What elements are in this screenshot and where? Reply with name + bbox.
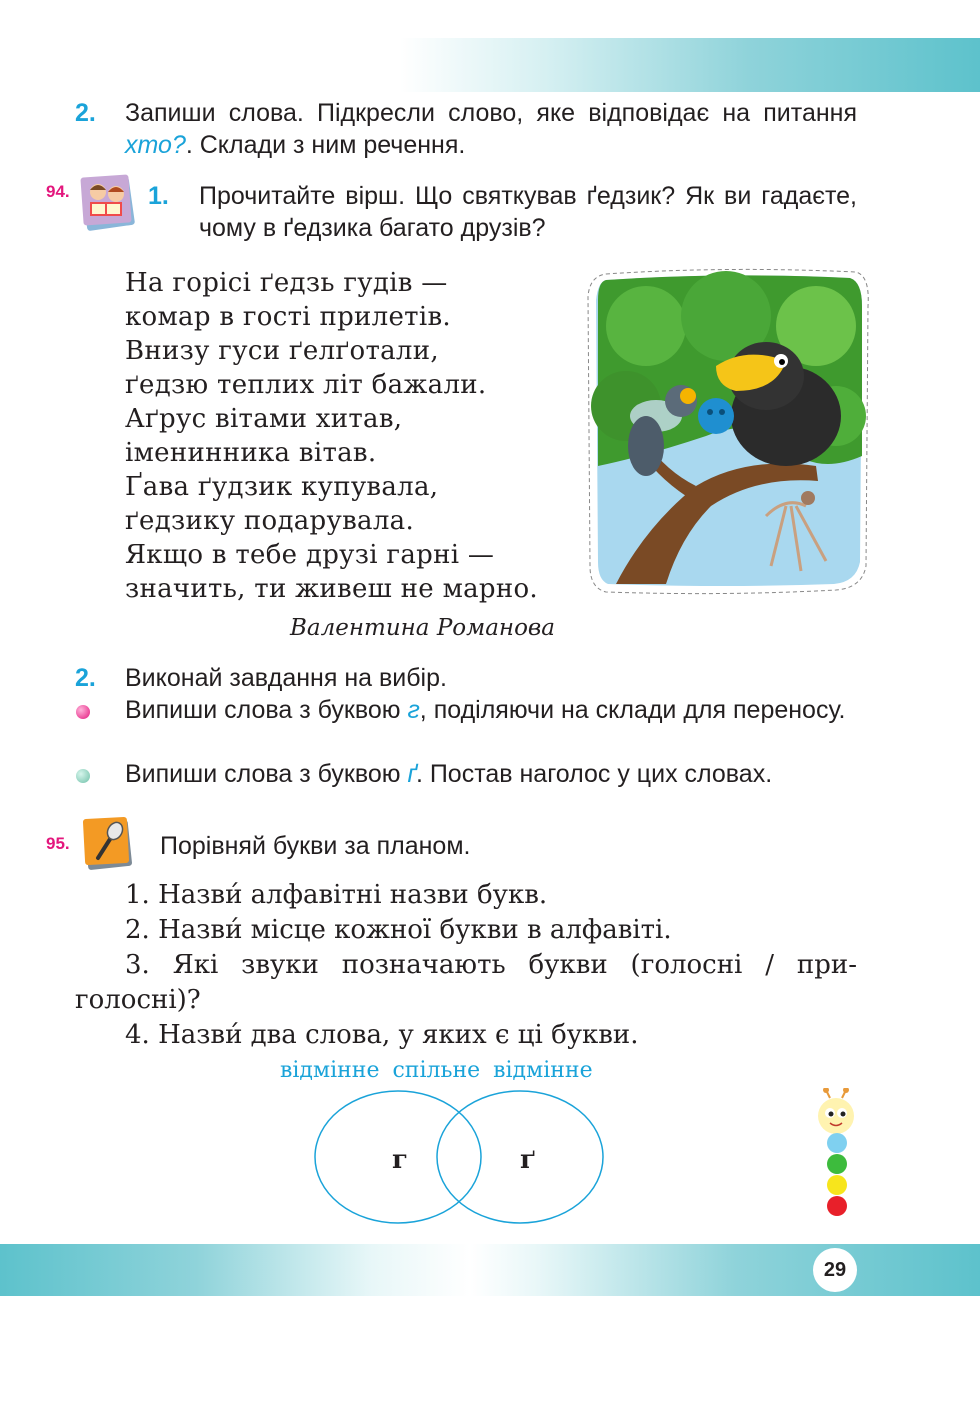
accent-word: хто? — [125, 131, 186, 159]
exercise-number-94: 94. — [46, 182, 70, 201]
top-decorative-band — [400, 38, 980, 92]
task-number: 2. — [75, 664, 96, 692]
pink-bullet — [76, 705, 90, 719]
option-2 — [125, 758, 865, 790]
poem-line: іменинника вітав. — [125, 438, 377, 468]
task-number: 2. — [75, 99, 96, 127]
venn-label-left: відмінне — [280, 1058, 380, 1083]
plan-item: 4. Назви́ два слова, у яких є ці букви. — [125, 1020, 639, 1050]
microphone-icon — [80, 814, 136, 874]
venn-letter-right: ґ — [520, 1145, 537, 1175]
poem-line: значить, ти живеш не марно. — [125, 574, 538, 604]
caterpillar-icon — [812, 1088, 862, 1222]
venn-label-right: відмінне — [493, 1058, 593, 1083]
option-1 — [125, 694, 857, 726]
task-text-part: Запиши слова. Підкресли слово, яке відповідає на питання — [125, 99, 857, 127]
task-2-top — [75, 97, 857, 161]
task-2-ex94 — [75, 662, 857, 694]
venn-diagram — [312, 1088, 608, 1228]
option-text: , поділяючи на склади для переносу. — [419, 696, 846, 724]
task-text: Виконай завдання на вибір. — [125, 664, 447, 692]
plan-item: 3. Які звуки позначають букви (голосні / при-голосні)? — [75, 950, 857, 1015]
poem-line: ґедзю теплих літ бажали. — [125, 370, 487, 400]
ex95-intro: Порівняй букви за планом. — [160, 832, 471, 860]
task-text: Прочитайте вірш. Що святкував ґедзик? Як ви гадаєте, чому в ґедзика багато друзів? — [199, 182, 857, 242]
task-text-part: . Склади з ним речення. — [185, 131, 466, 159]
option-text: . Постав наголос у цих словах. — [415, 760, 773, 788]
poem-line: Аґрус вітами хитав, — [125, 404, 403, 434]
poem-author: Валентина Романова — [290, 615, 556, 641]
task-number: 1. — [148, 182, 169, 210]
reading-kids-icon — [78, 172, 136, 232]
poem-line: На горісі ґедзь гудів — — [125, 268, 448, 298]
page-number: 29 — [813, 1248, 857, 1292]
comparison-plan — [75, 878, 857, 1053]
plan-item: 1. Назви́ алфавітні назви букв. — [125, 880, 548, 910]
accent-letter: ґ — [407, 760, 416, 788]
green-bullet — [76, 769, 90, 783]
venn-labels — [280, 1058, 593, 1083]
task-text — [125, 97, 857, 161]
poem-line: Ґава ґудзик купувала, — [125, 472, 439, 502]
venn-letter-left: г — [392, 1145, 408, 1175]
crow-mosquito-illustration — [586, 266, 874, 596]
poem-line: Внизу гуси ґелґотали, — [125, 336, 439, 366]
poem — [125, 266, 538, 606]
option-text: Випиши слова з буквою — [125, 696, 408, 724]
option-text: Випиши слова з буквою — [125, 760, 408, 788]
poem-line: Якщо в тебе друзі гарні — — [125, 540, 495, 570]
poem-line: комар в гості прилетів. — [125, 302, 451, 332]
poem-line: ґедзику подарувала. — [125, 506, 415, 536]
plan-item: 2. Назви́ місце кожної букви в алфавіті. — [125, 915, 672, 945]
task-1-ex94 — [148, 180, 857, 244]
venn-label-middle: спільне — [392, 1058, 481, 1083]
exercise-number-95: 95. — [46, 834, 70, 853]
accent-letter: г — [407, 696, 420, 724]
